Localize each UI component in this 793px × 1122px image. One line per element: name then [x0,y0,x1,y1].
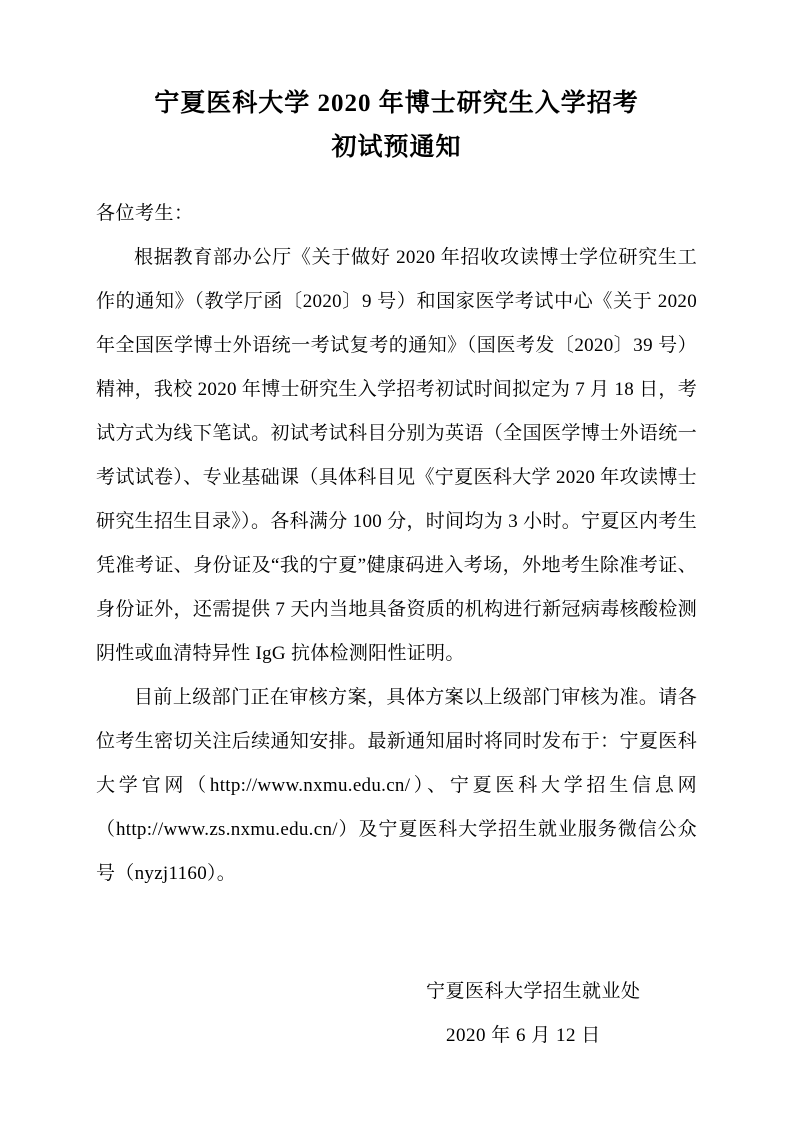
signature-organization: 宁夏医科大学招生就业处 [426,981,641,1002]
title-line-1: 宁夏医科大学 2020 年博士研究生入学招考 [154,90,639,117]
salutation: 各位考生： [96,203,194,224]
title-line-2: 初试预通知 [331,134,462,161]
signature-block [96,970,697,1058]
body-paragraph-1: 根据教育部办公厅《关于做好 2020 年招收攻读博士学位研究生工作的通知》（教学厅函〔2020〕9 号）和国家医学考试中心《关于 2020 年全国医学博士外语统一考试复考的通知》（国医考发〔2020〕39 号）精神，我校 2020 年博士研究生入学招考初试时间拟定为 7 月 18 日，考试方式为线下笔试。初试考试科目分别为英语（全国医学博士外语统一考试试卷）、专业基础课（具体科目见《宁夏医科大学 2020 年攻读博士研究生招生目录》）。各科满分 100 分，时间均为 3 小时。宁夏区内考生凭准考证、身份证及“我的宁夏”健康码进入考场，外地考生除准考证、身份证外，还需提供 7 天内当地具备资质的机构进行新冠病毒核酸检测阴性或血清特异性 IgG 抗体检测阳性证明。 [96,247,697,664]
signature-date: 2020 年 6 月 12 日 [446,1025,601,1046]
body-paragraph-2: 目前上级部门正在审核方案，具体方案以上级部门审核为准。请各位考生密切关注后续通知安排。最新通知届时将同时发布于：宁夏医科大学官网（http://www.nxmu.edu.cn/）、宁夏医科大学招生信息网（http://www.zs.nxmu.edu.cn/）及宁夏医科大学招生就业服务微信公众号（nyzj1160）。 [96,687,697,884]
page-title [96,82,697,170]
